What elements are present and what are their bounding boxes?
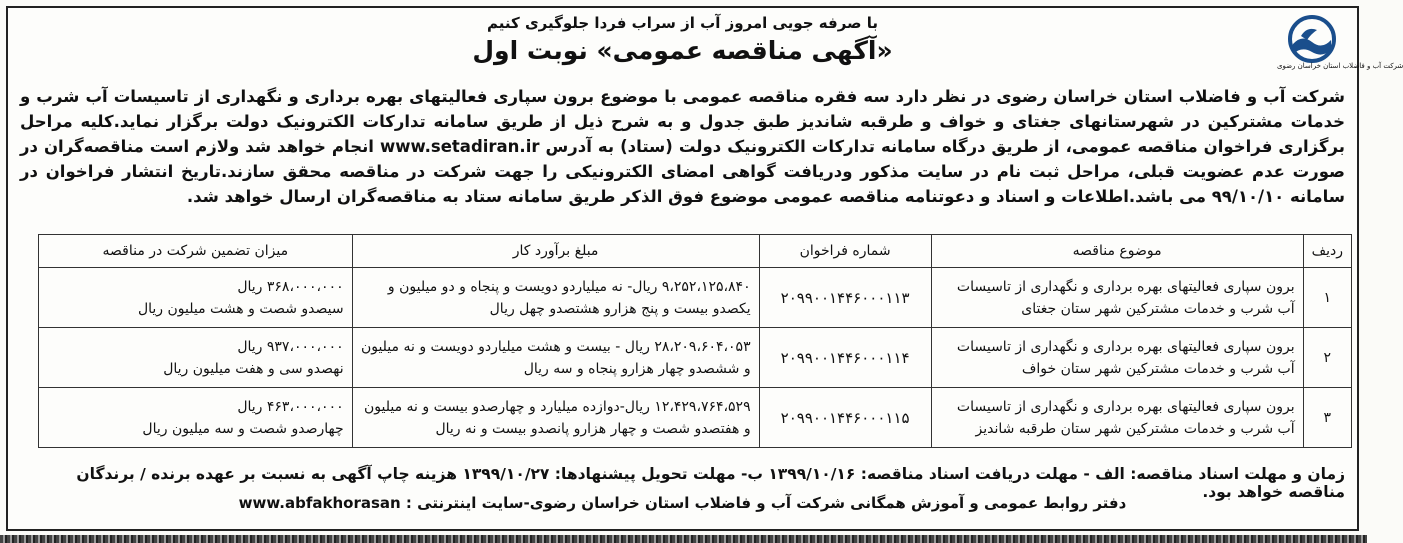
call-number: ۲۰۹۹۰۰۱۴۴۶۰۰۰۱۱۳ (759, 268, 931, 328)
guarantee-cell (39, 268, 353, 328)
tender-subject: برون سپاری فعالیتهای بهره برداری و نگهداری از تاسیسات آب شرب و خدمات مشترکین شهر ستان خواف (931, 328, 1303, 388)
guarantee-amount: ۳۶۸،۰۰۰،۰۰۰ ریال (237, 278, 344, 295)
header-subject: موضوع مناقصه (931, 235, 1303, 268)
slogan: با صرفه جویی امروز آب از سراب فردا جلوگیری کنیم (486, 14, 879, 32)
estimate-amount: ۲۸،۲۰۹،۶۰۴،۰۵۳ ریال - بیست و هشت میلیاردو دویست و نه میلیون و ششصدو چهار هزارو پنجاه و سه ریال (352, 328, 759, 388)
guarantee-cell (39, 328, 353, 388)
table-row (39, 328, 1352, 388)
scan-edge-strip (0, 535, 1367, 543)
public-relations-text: دفتر روابط عمومی و آموزش همگانی شرکت آب و فاضلاب استان خراسان رضوی-سایت اینترنتی : www.abfakhorasan (238, 494, 1127, 512)
ad-title: «آگهی مناقصه عمومی» نوبت اول (472, 36, 893, 65)
call-number: ۲۰۹۹۰۰۱۴۴۶۰۰۰۱۱۴ (759, 328, 931, 388)
guarantee-words: چهارصدو شصت و سه میلیون ریال (142, 420, 344, 437)
guarantee-amount: ۹۳۷،۰۰۰،۰۰۰ ریال (237, 338, 344, 355)
guarantee-words: سیصدو شصت و هشت میلیون ریال (137, 300, 344, 317)
row-number: ۲ (1303, 328, 1351, 388)
table-header-row (39, 235, 1352, 268)
advertisement-frame (6, 6, 1403, 531)
row-number: ۱ (1303, 268, 1351, 328)
row-number: ۳ (1303, 388, 1351, 448)
header-row-num: ردیف (1303, 235, 1351, 268)
guarantee-amount: ۴۶۳،۰۰۰،۰۰۰ ریال (237, 398, 344, 415)
estimate-amount: ۹،۲۵۲،۱۲۵،۸۴۰ ریال- نه میلیاردو دویست و پنجاه و دو میلیون و یکصدو بیست و پنج هزارو هشتصدو چهل ریال (352, 268, 759, 328)
table-row (39, 388, 1352, 448)
guarantee-cell (39, 388, 353, 448)
tender-subject: برون سپاری فعالیتهای بهره برداری و نگهداری از تاسیسات آب شرب و خدمات مشترکین شهر ستان جغتای (931, 268, 1303, 328)
header-estimate: مبلغ برآورد کار (352, 235, 759, 268)
tenders-table (38, 234, 1352, 448)
estimate-amount: ۱۲،۴۲۹،۷۶۴،۵۲۹ ریال-دوازده میلیارد و چهارصدو بیست و نه میلیون و هفتصدو شصت و چهار هزارو پانصدو بیست و نه ریال (352, 388, 759, 448)
deadlines-text: زمان و مهلت اسناد مناقصه: الف - مهلت دریافت اسناد مناقصه: ۱۳۹۹/۱۰/۱۶ ب- مهلت تحویل پیشنهادها: ۱۳۹۹/۱۰/۲۷ هزینه چاپ آگهی به نسبت بر عهده برنده / برندگان مناقصه خواهد بود. (76, 465, 1345, 501)
guarantee-words: نهصدو سی و هفت میلیون ریال (163, 360, 344, 377)
header-call-number: شماره فراخوان (759, 235, 931, 268)
logo-caption: شرکت آب و فاضلاب استان خراسان رضوی (1277, 62, 1403, 70)
tender-subject: برون سپاری فعالیتهای بهره برداری و نگهداری از تاسیسات آب شرب و خدمات مشترکین شهر ستان طرقبه شاندیز (931, 388, 1303, 448)
header-guarantee: میزان تضمین شرکت در مناقصه (39, 235, 353, 268)
table-row (39, 268, 1352, 328)
ad-paragraph: شرکت آب و فاضلاب استان خراسان رضوی در نظر دارد سه فقره مناقصه عمومی با موضوع برون سپاری فعالیتهای بهره برداری و نگهداری از تاسیسات آب شرب و خدمات مشترکین در شهرستانهای جغتای و خواف و طرقبه شاندیز طبق جدول و به شرح ذیل از طریق سامانه تدارکات الکترونیک دولت برگزار نماید.کلیه مراحل برگزاری فراخوان مناقصه عمومی، از طریق درگاه سامانه تدارکات الکترونیک دولت (ستاد) به آدرس www.setadiran.ir انجام خواهد شد ولازم است مناقصه‌گران در صورت عدم عضویت قبلی، مراحل ثبت نام در سایت مذکور ودریافت گواهی امضای الکترونیکی را جهت شرکت در مناقصه محقق سازند.تاریخ انتشار فراخوان در سامانه ۹۹/۱۰/۱۰ می باشد.اطلاعات و اسناد و دعوتنامه مناقصه عمومی موضوع فوق الذکر طریق سامانه ستاد به مناقصه‌گران ارسال خواهد شد. (20, 87, 1345, 206)
ad-header (8, 8, 1403, 78)
call-number: ۲۰۹۹۰۰۱۴۴۶۰۰۰۱۱۵ (759, 388, 931, 448)
